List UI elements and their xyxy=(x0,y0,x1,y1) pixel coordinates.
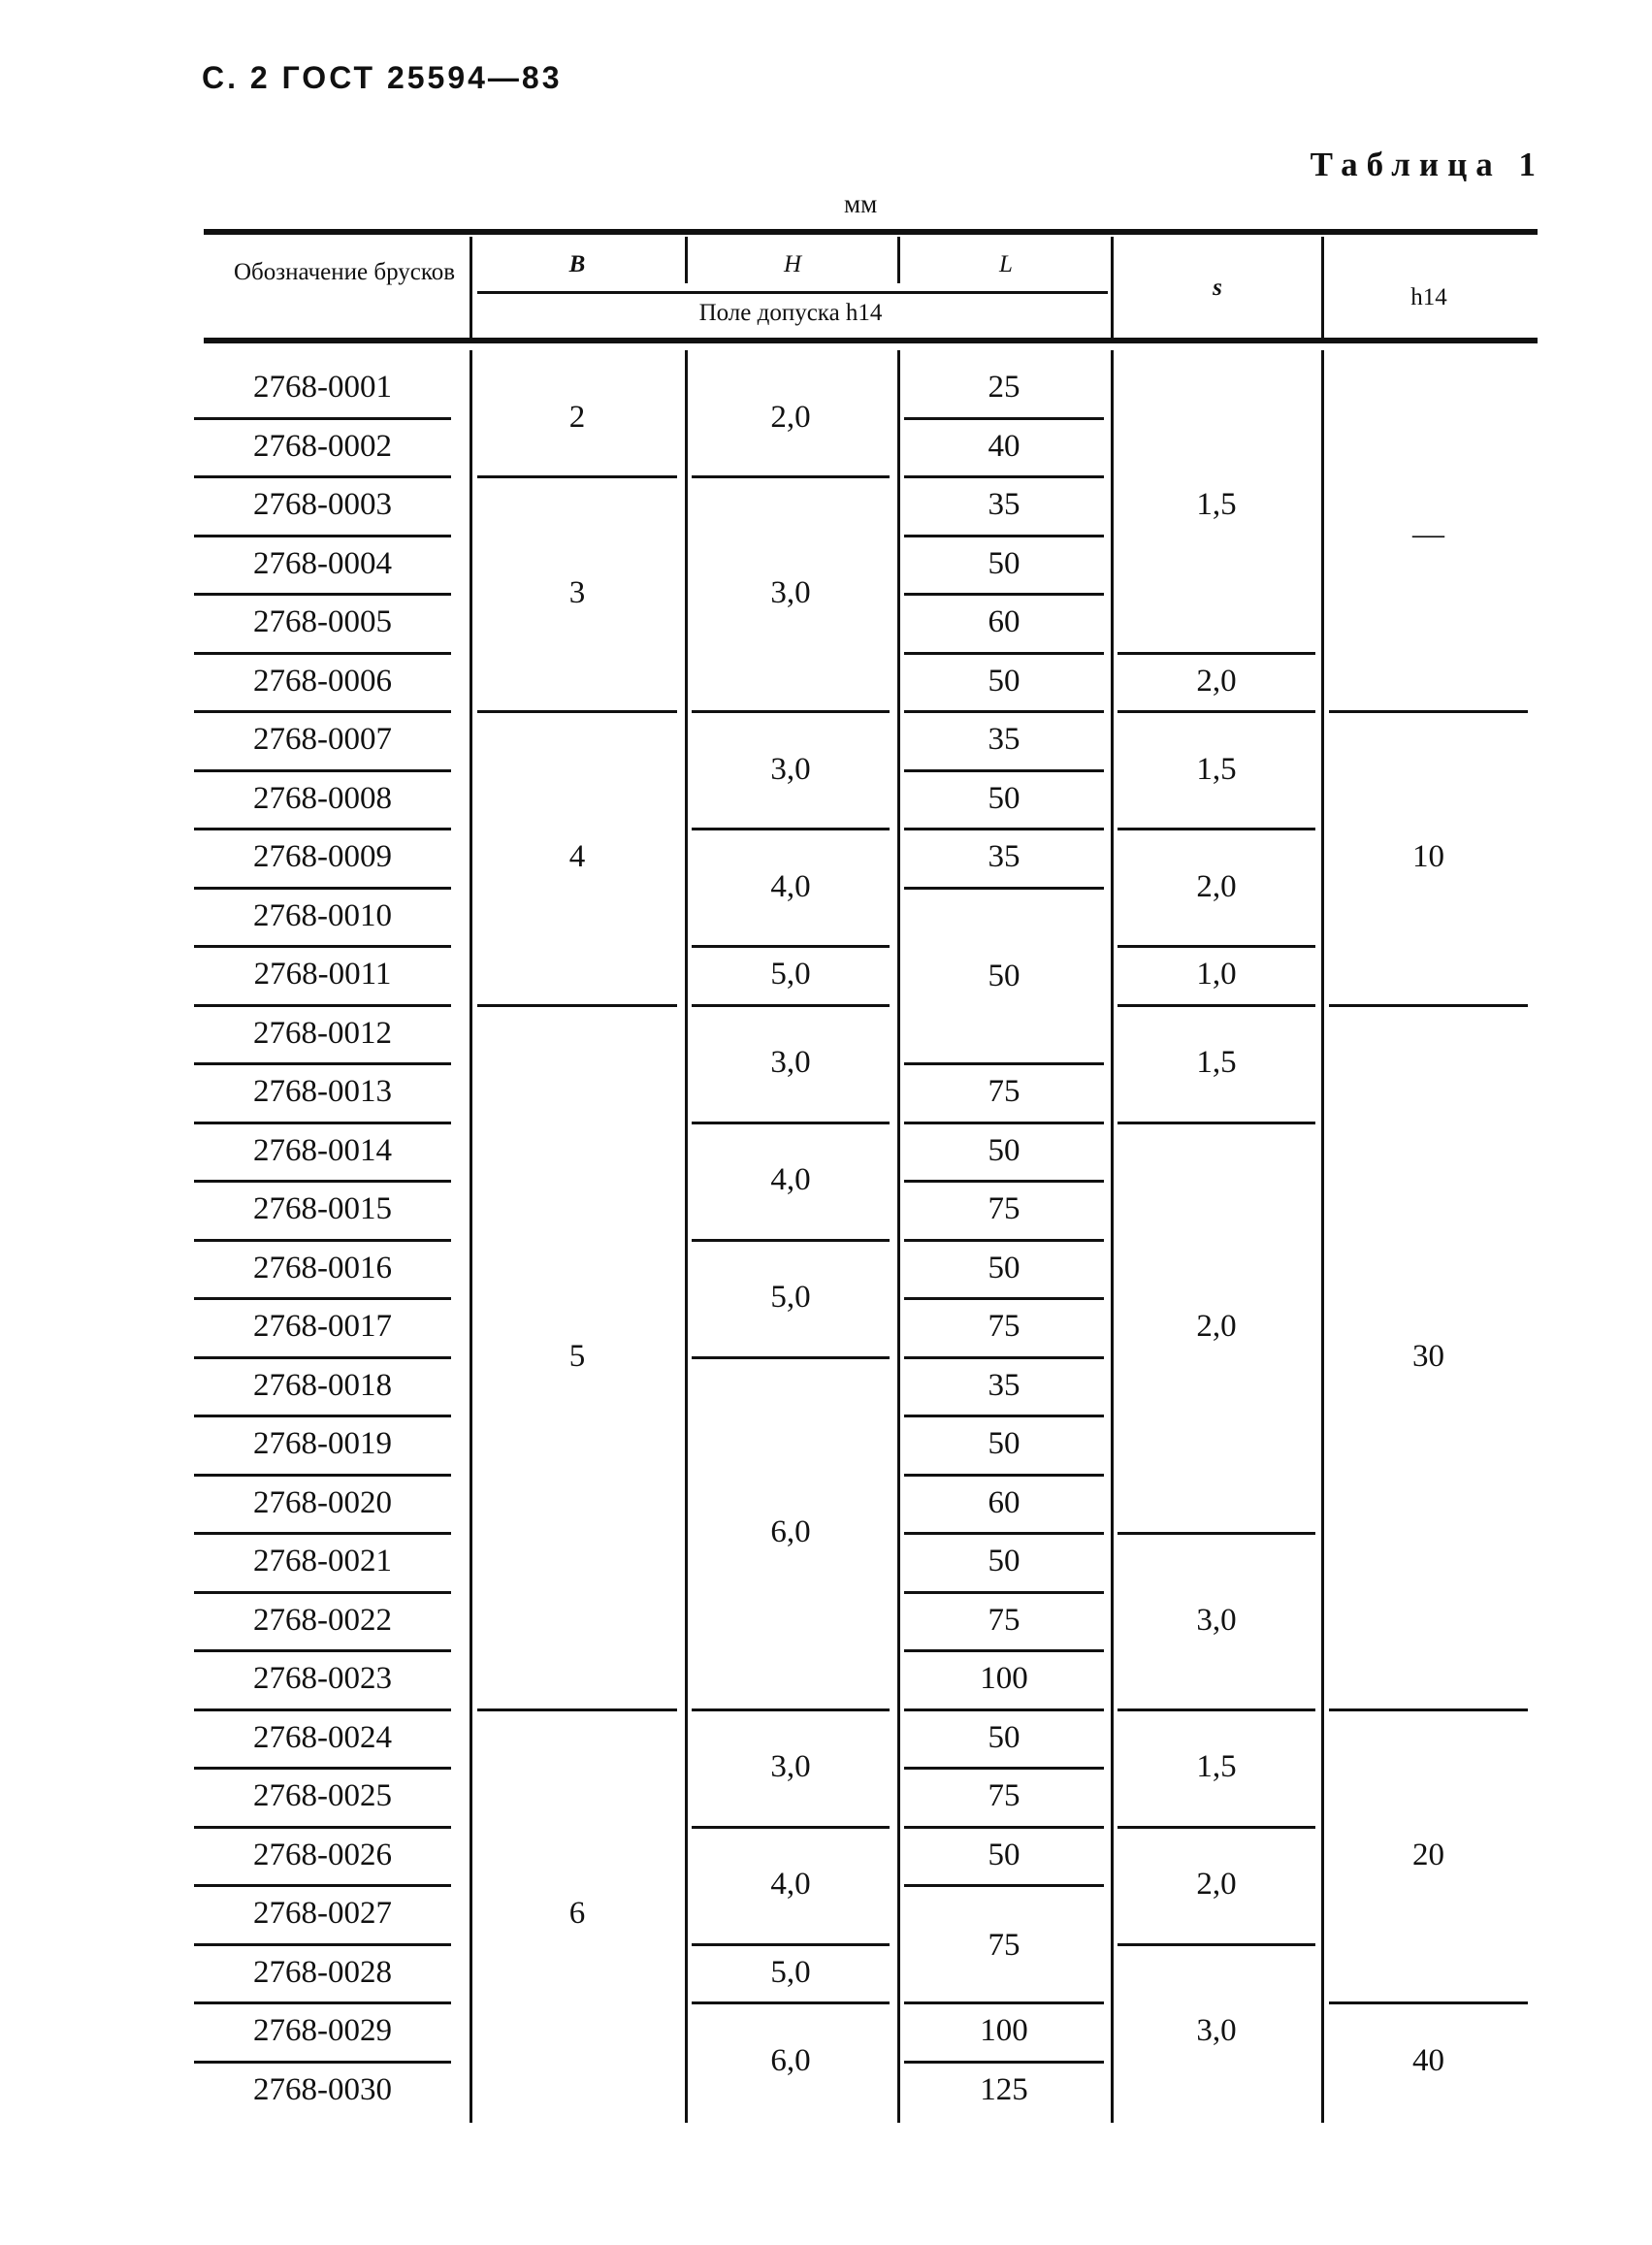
cell-s: 2,0 xyxy=(1196,1309,1237,1345)
cell-h14: 20 xyxy=(1412,1837,1444,1872)
row-designation: 2768-0010 xyxy=(253,897,392,933)
page-header: С. 2 ГОСТ 25594—83 xyxy=(202,60,563,95)
row-rule xyxy=(194,887,451,890)
header-divider xyxy=(470,237,472,338)
cell-h: 4,0 xyxy=(770,1162,811,1197)
cell-l: 50 xyxy=(988,1426,1020,1461)
row-rule xyxy=(194,769,451,772)
row-designation: 2768-0016 xyxy=(253,1250,392,1285)
cell-s: 3,0 xyxy=(1196,1602,1237,1638)
cell-l: 60 xyxy=(988,604,1020,639)
cell-h14-rule xyxy=(1329,1004,1528,1007)
row-rule xyxy=(194,417,451,420)
cell-h: 6,0 xyxy=(770,2042,811,2078)
l-rule xyxy=(904,475,1104,478)
cell-l: 50 xyxy=(988,780,1020,816)
row-rule xyxy=(194,1180,451,1183)
cell-h-rule xyxy=(692,710,890,713)
cell-b-rule xyxy=(477,475,677,478)
column-header-b: B xyxy=(568,251,586,277)
row-rule xyxy=(194,2001,451,2004)
cell-s-rule xyxy=(1118,652,1315,655)
cell-h-rule xyxy=(692,945,890,948)
cell-l: 75 xyxy=(988,1191,1020,1226)
header-divider xyxy=(685,237,688,283)
row-rule xyxy=(194,593,451,596)
cell-h14-rule xyxy=(1329,710,1528,713)
cell-l: 40 xyxy=(988,428,1020,464)
l-rule xyxy=(904,652,1104,655)
row-designation: 2768-0006 xyxy=(253,663,392,699)
row-rule xyxy=(194,710,451,713)
cell-s: 1,0 xyxy=(1196,957,1237,992)
row-designation: 2768-0017 xyxy=(253,1309,392,1344)
l-rule xyxy=(904,1532,1104,1535)
l-rule xyxy=(904,593,1104,596)
cell-l: 75 xyxy=(988,1778,1020,1813)
cell-l: 35 xyxy=(988,487,1020,522)
cell-s: 1,5 xyxy=(1196,487,1237,523)
column-header-s: s xyxy=(1213,275,1222,301)
row-designation: 2768-0014 xyxy=(253,1132,392,1168)
column-header-designation: Обозначение брусков xyxy=(233,259,456,285)
cell-h-rule xyxy=(692,2001,890,2004)
cell-l: 35 xyxy=(988,839,1020,874)
row-designation: 2768-0030 xyxy=(253,2071,392,2107)
row-designation: 2768-0028 xyxy=(253,1954,392,1990)
l-rule xyxy=(904,1122,1104,1124)
row-designation: 2768-0009 xyxy=(253,839,392,874)
l-rule xyxy=(904,1649,1104,1652)
cell-s: 2,0 xyxy=(1196,663,1237,699)
unit-label: мм xyxy=(844,189,878,218)
l-rule xyxy=(904,1356,1104,1359)
row-rule xyxy=(194,828,451,830)
row-designation: 2768-0024 xyxy=(253,1719,392,1755)
cell-h14-rule xyxy=(1329,2001,1528,2004)
row-designation: 2768-0019 xyxy=(253,1426,392,1461)
row-designation: 2768-0021 xyxy=(253,1544,392,1578)
cell-h-rule xyxy=(692,828,890,830)
row-rule xyxy=(194,1532,451,1535)
row-designation: 2768-0005 xyxy=(253,604,392,639)
cell-l: 35 xyxy=(988,722,1020,757)
cell-l: 60 xyxy=(988,1484,1020,1520)
row-rule xyxy=(194,1004,451,1007)
row-designation: 2768-0022 xyxy=(253,1602,392,1638)
l-rule xyxy=(904,535,1104,537)
cell-h-rule xyxy=(692,1239,890,1242)
cell-s-rule xyxy=(1118,1826,1315,1829)
l-rule xyxy=(904,1062,1104,1065)
row-designation: 2768-0012 xyxy=(253,1015,392,1051)
row-rule xyxy=(194,535,451,537)
header-divider xyxy=(1111,237,1114,338)
cell-l: 100 xyxy=(980,2013,1028,2048)
cell-h: 3,0 xyxy=(770,751,811,787)
row-designation: 2768-0026 xyxy=(253,1837,392,1872)
cell-s-rule xyxy=(1118,945,1315,948)
cell-b: 3 xyxy=(568,575,586,610)
row-designation: 2768-0002 xyxy=(253,428,392,464)
cell-b-rule xyxy=(477,1708,677,1711)
column-divider xyxy=(470,350,472,2123)
cell-l-merged: 75 xyxy=(988,1927,1020,1963)
row-designation: 2768-0008 xyxy=(253,780,392,816)
column-divider xyxy=(1321,350,1324,2123)
cell-h: 2,0 xyxy=(770,399,811,435)
cell-s-rule xyxy=(1118,1943,1315,1946)
cell-h-rule xyxy=(692,1004,890,1007)
cell-h14: 40 xyxy=(1412,2042,1444,2078)
row-rule xyxy=(194,1591,451,1594)
cell-b-rule xyxy=(477,1004,677,1007)
cell-s: 1,5 xyxy=(1196,1045,1237,1080)
cell-s: 2,0 xyxy=(1196,868,1237,904)
cell-s-rule xyxy=(1118,1708,1315,1711)
cell-b: 6 xyxy=(568,1896,586,1932)
header-bottom-rule xyxy=(204,338,1538,343)
row-rule xyxy=(194,1474,451,1477)
l-rule xyxy=(904,1180,1104,1183)
cell-s: 1,5 xyxy=(1196,751,1237,787)
cell-h14: 30 xyxy=(1412,1338,1444,1374)
cell-l: 50 xyxy=(988,1837,1020,1872)
cell-h14-rule xyxy=(1329,1708,1528,1711)
l-rule xyxy=(904,769,1104,772)
cell-b: 2 xyxy=(568,399,586,435)
row-designation: 2768-0004 xyxy=(253,545,392,581)
row-rule xyxy=(194,1415,451,1417)
cell-l: 75 xyxy=(988,1602,1020,1638)
l-rule xyxy=(904,1239,1104,1242)
row-rule xyxy=(194,1943,451,1946)
cell-l: 50 xyxy=(988,545,1020,581)
cell-s: 2,0 xyxy=(1196,1867,1237,1902)
cell-l-merged: 50 xyxy=(988,959,1020,994)
row-rule xyxy=(194,475,451,478)
row-rule xyxy=(194,1649,451,1652)
cell-h-rule xyxy=(692,1826,890,1829)
row-designation: 2768-0003 xyxy=(253,487,392,522)
cell-h: 5,0 xyxy=(770,957,811,992)
cell-s-rule xyxy=(1118,1122,1315,1124)
table-top-rule xyxy=(204,229,1538,235)
row-rule xyxy=(194,1239,451,1242)
cell-l: 75 xyxy=(988,1074,1020,1109)
cell-b: 5 xyxy=(568,1338,586,1374)
cell-s-rule xyxy=(1118,1004,1315,1007)
row-rule xyxy=(194,1122,451,1124)
cell-h-rule xyxy=(692,1122,890,1124)
l-rule xyxy=(904,1591,1104,1594)
cell-h14: 10 xyxy=(1412,839,1444,875)
row-rule xyxy=(194,1062,451,1065)
row-rule xyxy=(194,1297,451,1300)
cell-h: 3,0 xyxy=(770,1045,811,1080)
column-header-h14: h14 xyxy=(1410,284,1447,310)
l-rule xyxy=(904,1297,1104,1300)
cell-l: 25 xyxy=(988,370,1020,405)
row-designation: 2768-0018 xyxy=(253,1367,392,1403)
l-rule xyxy=(904,1884,1104,1887)
cell-h-rule xyxy=(692,1708,890,1711)
cell-h-rule xyxy=(692,1943,890,1946)
cell-l: 50 xyxy=(988,1719,1020,1755)
column-header-tolerance: Поле допуска h14 xyxy=(698,300,883,326)
row-rule xyxy=(194,1708,451,1711)
cell-l: 100 xyxy=(980,1661,1028,1696)
cell-h-rule xyxy=(692,475,890,478)
l-rule xyxy=(904,828,1104,830)
cell-l: 35 xyxy=(988,1367,1020,1403)
cell-h: 5,0 xyxy=(770,1280,811,1315)
cell-s-rule xyxy=(1118,828,1315,830)
l-rule xyxy=(904,417,1104,420)
cell-s-rule xyxy=(1118,710,1315,713)
row-designation: 2768-0013 xyxy=(253,1074,392,1109)
row-designation: 2768-0027 xyxy=(253,1896,392,1931)
row-designation: 2768-0001 xyxy=(253,370,392,405)
row-rule xyxy=(194,652,451,655)
row-designation: 2768-0023 xyxy=(253,1661,392,1696)
l-rule xyxy=(904,1474,1104,1477)
cell-h14: — xyxy=(1412,516,1444,552)
table-title: Таблица 1 xyxy=(1310,146,1544,183)
cell-h: 5,0 xyxy=(770,1954,811,1990)
cell-l: 50 xyxy=(988,1544,1020,1578)
header-subrule xyxy=(477,291,1108,294)
row-rule xyxy=(194,1356,451,1359)
column-header-h: H xyxy=(783,251,802,277)
l-rule xyxy=(904,1708,1104,1711)
l-rule xyxy=(904,1826,1104,1829)
row-rule xyxy=(194,1767,451,1770)
cell-h: 4,0 xyxy=(770,1867,811,1902)
row-designation: 2768-0015 xyxy=(253,1191,392,1226)
column-divider xyxy=(1111,350,1114,2123)
cell-s-rule xyxy=(1118,1532,1315,1535)
cell-l: 50 xyxy=(988,1250,1020,1285)
row-rule xyxy=(194,1826,451,1829)
cell-s: 3,0 xyxy=(1196,2013,1237,2049)
row-rule xyxy=(194,1884,451,1887)
cell-h-rule xyxy=(692,1356,890,1359)
cell-l: 50 xyxy=(988,663,1020,699)
l-rule xyxy=(904,1415,1104,1417)
cell-h: 3,0 xyxy=(770,575,811,610)
row-rule xyxy=(194,945,451,948)
row-designation: 2768-0011 xyxy=(253,957,392,992)
cell-h: 3,0 xyxy=(770,1749,811,1784)
cell-l: 75 xyxy=(988,1309,1020,1344)
cell-b-rule xyxy=(477,710,677,713)
l-rule xyxy=(904,710,1104,713)
header-divider xyxy=(897,237,900,283)
l-rule xyxy=(904,1767,1104,1770)
l-rule xyxy=(904,2001,1104,2004)
cell-l: 125 xyxy=(980,2071,1028,2107)
cell-s: 1,5 xyxy=(1196,1749,1237,1784)
l-rule xyxy=(904,2061,1104,2064)
row-designation: 2768-0007 xyxy=(253,722,392,757)
l-rule xyxy=(904,887,1104,890)
row-designation: 2768-0025 xyxy=(253,1778,392,1813)
row-designation: 2768-0029 xyxy=(253,2013,392,2048)
column-header-l: L xyxy=(999,251,1013,277)
cell-b: 4 xyxy=(568,839,586,875)
row-rule xyxy=(194,2061,451,2064)
cell-l: 50 xyxy=(988,1132,1020,1168)
header-divider xyxy=(1321,237,1324,338)
cell-h: 6,0 xyxy=(770,1514,811,1549)
cell-h: 4,0 xyxy=(770,868,811,904)
column-divider xyxy=(685,350,688,2123)
row-designation: 2768-0020 xyxy=(253,1484,392,1520)
column-divider xyxy=(897,350,900,2123)
